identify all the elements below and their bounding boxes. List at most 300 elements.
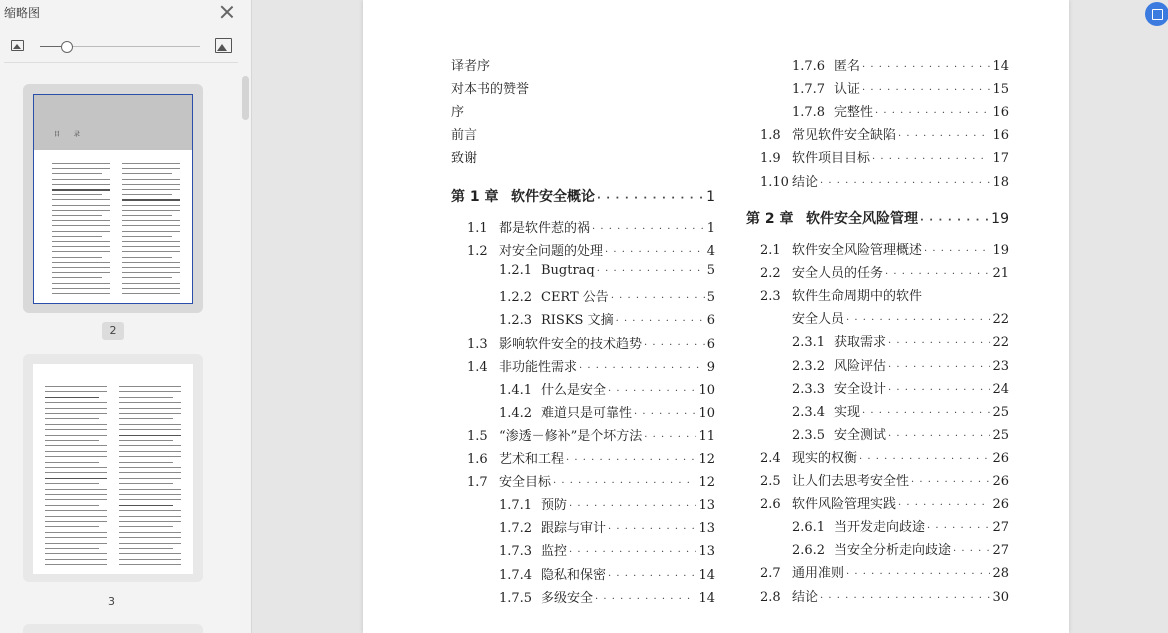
toc-leader-dots <box>597 193 704 204</box>
toc-entry[interactable] <box>467 471 715 490</box>
toc-leader-dots <box>862 62 990 73</box>
thumbnail-text-line <box>52 168 110 169</box>
toc-entry-number: 2.4 <box>760 450 781 466</box>
toc-entry[interactable] <box>499 309 715 328</box>
close-icon[interactable] <box>219 4 235 20</box>
toc-entry-title: 多级安全 <box>541 590 594 606</box>
toc-entry-title: 软件安全概论 <box>511 189 595 205</box>
toc-entry-title: 软件安全风险管理 <box>806 211 918 227</box>
thumbnail-text-line <box>119 440 173 441</box>
toc-entry[interactable] <box>760 447 1009 466</box>
toc-leader-dots <box>911 477 990 488</box>
toc-entry-number: 2.3.5 <box>792 427 826 443</box>
thumbnail-text-line <box>119 462 173 463</box>
toc-entry-title: 让人们去思考安全性 <box>792 474 910 489</box>
thumbnail-text-line <box>119 537 181 538</box>
toc-entry-title: 安全人员 <box>792 312 845 328</box>
toc-entry[interactable] <box>499 564 715 583</box>
toc-entry-number: 1.2.3 <box>499 313 533 329</box>
toc-entry-title: 风险评估 <box>834 358 887 374</box>
thumbnail-text-line <box>119 451 181 452</box>
toc-entry-page: 1 <box>706 189 715 205</box>
toc-entry-number: 1.2.1 <box>499 263 533 279</box>
toc-entry-title: 都是软件惹的祸 <box>499 221 591 236</box>
thumbnail-text-line <box>52 215 102 216</box>
toc-entry-title: 结论 <box>792 174 819 190</box>
toc-entry[interactable] <box>467 217 715 236</box>
toc-entry-number: 1.4.2 <box>499 405 533 421</box>
toc-entry-number: 2.3.4 <box>792 404 826 420</box>
toc-leader-dots <box>595 594 696 605</box>
toc-entry-title: 安全目标 <box>499 475 552 491</box>
thumbnail-text-line <box>45 451 107 452</box>
toc-entry-page: 24 <box>992 381 1009 397</box>
thumbnail-text-line <box>45 462 99 463</box>
divider <box>4 62 238 63</box>
thumbnail-text-line <box>45 564 107 565</box>
toc-leader-dots <box>608 524 696 535</box>
toc-entry-page: 26 <box>992 497 1009 513</box>
thumbnail-text-line <box>119 413 181 414</box>
thumbnail-text-line <box>52 262 110 263</box>
thumbnail-text-line <box>45 521 107 522</box>
toc-chapter-entry[interactable] <box>746 208 1009 228</box>
thumbnail-text-line <box>45 559 107 560</box>
thumbnail-page-4[interactable] <box>23 624 203 633</box>
toc-entry[interactable] <box>499 540 715 559</box>
toc-entry-number: 1.4 <box>467 359 488 375</box>
toc-entry-page: 26 <box>992 450 1009 466</box>
thumbnail-text-line <box>45 424 107 425</box>
toc-entry-page: 10 <box>698 405 715 421</box>
thumbnail-text-line <box>45 499 107 500</box>
toc-entry[interactable] <box>792 378 1009 397</box>
thumbnail-text-line <box>45 397 99 399</box>
toc-leader-dots <box>553 478 696 489</box>
thumbnail-text-line <box>52 173 102 174</box>
toc-entry-number: 1.7.6 <box>792 59 826 74</box>
toc-entry-title: 匿名 <box>834 59 861 74</box>
toc-entry-number: 1.3 <box>467 336 488 352</box>
toc-entry-page: 13 <box>698 521 715 537</box>
toc-leader-dots <box>859 454 990 465</box>
toc-entry-page: 22 <box>992 335 1009 351</box>
toc-entry-number: 1.7.1 <box>499 498 533 514</box>
thumbnail-text-line <box>45 532 107 533</box>
thumbnail-text-line <box>45 435 107 436</box>
toc-entry[interactable] <box>467 240 715 259</box>
toc-entry-page: 6 <box>706 336 715 352</box>
toc-entry-title: RISKS 文摘 <box>541 313 614 329</box>
toc-entry[interactable] <box>792 355 1009 374</box>
thumbnail-text-line <box>45 391 107 392</box>
thumbnail-text-line <box>52 241 110 242</box>
thumbnail-text-line <box>122 168 180 169</box>
toc-entry[interactable] <box>467 448 715 467</box>
thumbnail-text-line <box>45 440 99 441</box>
toc-entry[interactable] <box>792 101 1009 120</box>
thumbnail-text-line <box>122 277 172 278</box>
thumbnail-page-3[interactable] <box>23 354 203 582</box>
toc-entry-title: 软件生命周期中的软件 <box>792 289 923 305</box>
thumbnail-text-line <box>122 267 180 268</box>
thumbnail-text-line <box>52 293 110 294</box>
toc-entry-number: 2.2 <box>760 266 781 282</box>
toc-leader-dots <box>846 569 990 580</box>
toc-leader-dots <box>579 363 705 374</box>
toc-entry[interactable] <box>499 517 715 536</box>
thumbnail-text-line <box>52 272 110 273</box>
toc-entry-title: 软件安全风险管理概述 <box>792 243 923 258</box>
thumbnail-text-line <box>52 246 110 247</box>
thumbnail-text-line <box>119 521 181 522</box>
toc-entry[interactable] <box>760 586 1009 605</box>
toc-entry-title: 通用准则 <box>792 566 845 582</box>
toc-entry-page: 25 <box>992 404 1009 420</box>
toc-entry-title: 监控 <box>541 544 568 560</box>
toc-entry-title: 艺术和工程 <box>499 452 565 467</box>
toc-entry[interactable] <box>760 262 1009 281</box>
panel-scrollbar[interactable] <box>242 76 249 120</box>
thumbnail-text-line <box>52 225 110 226</box>
toc-entry[interactable] <box>467 356 715 375</box>
thumbnail-text-line <box>122 283 180 284</box>
thumbnail-text-line <box>52 257 102 258</box>
toc-leader-dots <box>898 500 990 511</box>
toc-entry-page: 5 <box>706 263 715 279</box>
toc-entry[interactable] <box>499 286 715 305</box>
thumbnail-text-line <box>122 225 180 226</box>
thumbnail-text-line <box>45 408 107 409</box>
thumbnail-text-line <box>119 499 181 500</box>
thumbnail-text-line <box>45 478 107 480</box>
toc-entry-title: 什么是安全 <box>541 382 607 398</box>
toc-entry-page: 27 <box>992 543 1009 559</box>
toc-leader-dots <box>566 455 696 466</box>
thumbnail-text-line <box>119 489 181 490</box>
toc-entry-number: 1.5 <box>467 428 488 444</box>
image-large-icon[interactable] <box>215 38 232 53</box>
toc-entry[interactable] <box>760 285 1009 304</box>
toc-entry-page: 12 <box>698 452 715 467</box>
toc-entry[interactable] <box>499 587 715 606</box>
toc-entry-title: 对安全问题的处理 <box>499 244 604 260</box>
thumbnail-text-line <box>45 413 107 414</box>
toc-entry-number: 1.7.8 <box>792 105 826 121</box>
thumbnail-text-line <box>119 408 181 409</box>
thumbnail-text-line <box>52 283 110 284</box>
toc-entry-title: 跟踪与审计 <box>541 521 607 537</box>
toc-leader-dots <box>820 593 990 604</box>
toc-leader-dots <box>862 85 990 96</box>
toc-leader-dots <box>597 266 705 277</box>
toc-entry-page: 11 <box>698 428 715 444</box>
toc-entry-page: 14 <box>698 590 715 606</box>
toc-entry-number: 1.7.7 <box>792 82 826 98</box>
thumbnail-text-line <box>122 220 180 221</box>
toc-entry-number: 2.3.1 <box>792 335 826 351</box>
thumbnail-text-line <box>45 467 107 468</box>
toc-entry[interactable] <box>499 379 715 398</box>
toc-entry-page: 27 <box>992 520 1009 536</box>
thumbnail-text-line <box>119 418 173 419</box>
toc-front-matter-item[interactable]: 序 <box>451 105 465 120</box>
toc-entry[interactable] <box>760 493 1009 512</box>
thumbnail-text-line <box>52 210 110 211</box>
toc-entry-title: 获取需求 <box>834 335 887 351</box>
toc-entry-title: 非功能性需求 <box>499 359 578 375</box>
toc-entry-page: 12 <box>698 475 715 491</box>
thumbnail-text-line <box>119 472 181 473</box>
thumbnail-text-line <box>52 179 110 180</box>
toc-entry[interactable] <box>499 402 715 421</box>
thumbnail-text-line <box>119 516 181 517</box>
toc-entry-number: 2.6.2 <box>792 543 826 559</box>
toc-leader-dots <box>888 338 990 349</box>
toc-entry-page: 15 <box>992 82 1009 98</box>
toc-entry[interactable] <box>792 424 1009 443</box>
toc-leader-dots <box>634 409 696 420</box>
toc-entry-number: 2.6.1 <box>792 520 826 536</box>
thumbnail-text-line <box>122 293 180 294</box>
toc-entry-number: 第 2 章 <box>746 211 794 227</box>
toc-leader-dots <box>644 432 696 443</box>
toc-leader-dots <box>608 571 696 582</box>
toc-entry-number: 1.6 <box>467 452 488 467</box>
thumbnail-text-line <box>52 205 110 206</box>
toc-entry-page: 25 <box>992 427 1009 443</box>
thumbnail-text-line <box>119 386 181 387</box>
toc-entry-number: 1.2.2 <box>499 290 533 306</box>
thumbnail-image <box>33 94 193 304</box>
toc-entry-title: 安全测试 <box>834 427 887 443</box>
zoom-slider-knob[interactable] <box>61 41 73 53</box>
toc-leader-dots <box>644 340 705 351</box>
thumbnail-text-line <box>122 251 180 252</box>
toc-leader-dots <box>608 386 696 397</box>
toc-entry-page: 5 <box>706 290 715 306</box>
toc-leader-dots <box>924 246 990 257</box>
thumbnail-text-line <box>52 277 102 278</box>
toc-entry-number: 第 1 章 <box>451 189 499 205</box>
thumbnail-text-line <box>52 236 102 237</box>
toc-entry-title: “渗透－修补”是个坏方法 <box>499 428 643 444</box>
thumbnail-text-line <box>45 402 107 403</box>
toc-leader-dots <box>927 523 990 534</box>
thumbnail-text-line <box>122 272 180 273</box>
toc-entry-page: 18 <box>992 174 1009 190</box>
thumbnail-text-line <box>45 429 107 430</box>
toc-leader-dots <box>888 362 990 373</box>
toc-entry-title: 当安全分析走向歧途 <box>834 543 952 559</box>
toc-leader-dots <box>846 315 990 326</box>
toc-entry-number: 1.7.5 <box>499 590 533 606</box>
toc-entry[interactable] <box>792 401 1009 420</box>
thumbnail-text-line <box>45 494 107 495</box>
toc-front-matter-item[interactable]: 致谢 <box>451 151 478 166</box>
thumbnail-text-line <box>52 194 102 195</box>
thumbnail-text-line <box>119 424 181 425</box>
thumbnail-text-line <box>45 526 99 527</box>
toc-entry-title: 难道只是可靠性 <box>541 405 633 421</box>
toc-entry-number: 1.2 <box>467 244 488 260</box>
toc-entry-page: 21 <box>992 266 1009 282</box>
thumbnail-text-line <box>52 231 110 232</box>
thumbnail-text-line <box>122 215 172 216</box>
thumbnail-text-line <box>119 456 181 457</box>
toc-entry-number: 1.8 <box>760 128 781 144</box>
toc-front-matter-item[interactable]: 前言 <box>451 128 478 143</box>
thumbnail-text-line <box>52 184 110 185</box>
toc-entry[interactable] <box>760 124 1009 143</box>
toc-entry[interactable] <box>760 171 1009 190</box>
toc-leader-dots <box>953 546 990 557</box>
toc-entry[interactable] <box>792 516 1009 535</box>
thumbnail-text-line <box>45 456 107 457</box>
thumbnail-text-line <box>119 478 181 479</box>
toc-entry-page: 22 <box>992 312 1009 328</box>
thumbnail-image <box>33 364 193 574</box>
toc-entry-number: 1.10 <box>760 174 789 190</box>
thumbnail-text-line <box>119 397 173 398</box>
thumbnail-text-line <box>119 391 181 392</box>
toc-entry-page: 13 <box>698 498 715 514</box>
toc-entry-number: 1.7.4 <box>499 567 533 583</box>
thumbnail-text-line <box>119 548 173 549</box>
thumbnail-text-line <box>52 251 110 252</box>
toc-entry[interactable] <box>760 308 1009 327</box>
toc-entry-number: 2.3.2 <box>792 358 826 374</box>
toc-entry[interactable] <box>792 78 1009 97</box>
toc-entry-title: 安全设计 <box>834 381 887 397</box>
toc-entry-page: 19 <box>991 211 1009 227</box>
toc-leader-dots <box>605 247 705 258</box>
toc-entry[interactable] <box>499 263 715 278</box>
toc-entry[interactable] <box>760 239 1009 258</box>
toc-entry-title: 当开发走向歧途 <box>834 520 926 536</box>
panel-title: 缩略图 <box>4 6 41 20</box>
toc-entry[interactable] <box>760 470 1009 489</box>
toc-entry[interactable] <box>792 331 1009 350</box>
toc-entry-title: 认证 <box>834 82 861 98</box>
toc-entry-title: 隐私和保密 <box>541 567 607 583</box>
thumbnail-text-line <box>52 288 110 289</box>
thumbnail-text-line <box>119 559 181 560</box>
toc-entry-page: 16 <box>992 105 1009 121</box>
thumbnail-text-line <box>119 526 173 527</box>
thumbnail-text-line <box>45 543 107 544</box>
toc-entry-number: 2.3.3 <box>792 381 826 397</box>
toc-entry-page: 23 <box>992 358 1009 374</box>
thumbnail-text-line <box>119 494 181 495</box>
toc-entry[interactable] <box>760 562 1009 581</box>
thumbnail-text-line <box>45 548 99 549</box>
toc-entry-title: 常见软件安全缺陷 <box>792 128 897 144</box>
thumbnail-text-line <box>52 163 110 164</box>
toc-entry[interactable] <box>499 494 715 513</box>
toc-entry-page: 26 <box>992 474 1009 489</box>
toc-entry-title: 影响软件安全的技术趋势 <box>499 336 643 352</box>
toc-entry-page: 6 <box>706 313 715 329</box>
toc-entry-page: 9 <box>706 359 715 375</box>
thumbnail-text-line <box>122 241 180 242</box>
toc-entry-page: 10 <box>698 382 715 398</box>
toc-entry-page: 14 <box>992 59 1009 74</box>
thumbnail-text-line <box>122 257 172 258</box>
thumbnail-text-line <box>45 445 107 446</box>
toc-entry-number: 1.7 <box>467 475 488 491</box>
toc-front-matter-item[interactable]: 对本书的赞誉 <box>451 82 530 97</box>
toc-entry[interactable] <box>792 539 1009 558</box>
thumbnail-text-line <box>45 483 99 484</box>
toc-entry-title: 软件风险管理实践 <box>792 497 897 513</box>
toc-entry-number: 1.1 <box>467 221 488 236</box>
toc-leader-dots <box>888 385 990 396</box>
thumbnail-text-line <box>52 189 110 191</box>
thumbnail-text-line <box>45 386 107 387</box>
document-page <box>363 0 1069 633</box>
thumbnail-panel <box>0 0 252 633</box>
toc-entry-page: 17 <box>992 151 1009 167</box>
toc-entry[interactable] <box>467 425 715 444</box>
toc-entry-number: 1.4.1 <box>499 382 533 398</box>
thumbnail-text-line <box>52 267 110 268</box>
toc-entry[interactable] <box>792 55 1009 74</box>
thumbnail-text-line <box>122 236 172 237</box>
thumbnail-page-2[interactable] <box>23 84 203 313</box>
thumbnail-text-line <box>122 262 180 263</box>
toc-front-matter-item[interactable]: 译者序 <box>451 59 491 74</box>
toc-leader-dots <box>592 224 705 235</box>
thumbnail-text-line <box>45 472 107 473</box>
thumbnail-text-line <box>122 199 180 201</box>
toc-leader-dots <box>862 408 990 419</box>
thumbnail-text-line <box>122 184 180 185</box>
toc-leader-dots <box>920 215 989 226</box>
toc-entry-number: 2.6 <box>760 497 781 513</box>
thumbnail-text-line <box>52 220 110 221</box>
toc-entry[interactable] <box>467 333 715 352</box>
toc-entry-page: 14 <box>698 567 715 583</box>
thumbnail-text-line <box>122 179 180 180</box>
thumbnail-text-line <box>45 516 107 517</box>
thumbnail-page-number: 3 <box>108 595 115 608</box>
thumbnail-text-line <box>119 510 181 511</box>
toc-leader-dots <box>885 269 990 280</box>
thumbnail-text-line <box>45 537 107 538</box>
toc-entry-number: 1.9 <box>760 151 781 167</box>
toc-chapter-entry[interactable] <box>451 186 715 206</box>
toc-entry-number: 2.3 <box>760 289 781 305</box>
toc-entry-title: 完整性 <box>834 105 874 121</box>
thumbnail-text-line <box>119 553 181 554</box>
thumbnail-text-line <box>122 173 172 174</box>
floating-tool-button[interactable] <box>1145 2 1168 26</box>
thumbnail-text-line <box>119 564 181 565</box>
image-small-icon[interactable] <box>11 40 24 51</box>
thumbnail-text-line <box>122 205 180 206</box>
toc-entry[interactable] <box>760 147 1009 166</box>
thumbnail-text-line <box>122 194 172 195</box>
toc-entry-number: 1.7.3 <box>499 544 533 560</box>
thumbnail-text-line <box>45 553 107 554</box>
thumbnail-text-line <box>122 246 180 247</box>
toc-entry-number: 2.7 <box>760 566 781 582</box>
thumbnail-text-line <box>45 489 107 490</box>
toc-leader-dots <box>888 431 990 442</box>
toc-entry-page: 1 <box>706 221 715 236</box>
thumbnail-text-line <box>122 210 180 211</box>
